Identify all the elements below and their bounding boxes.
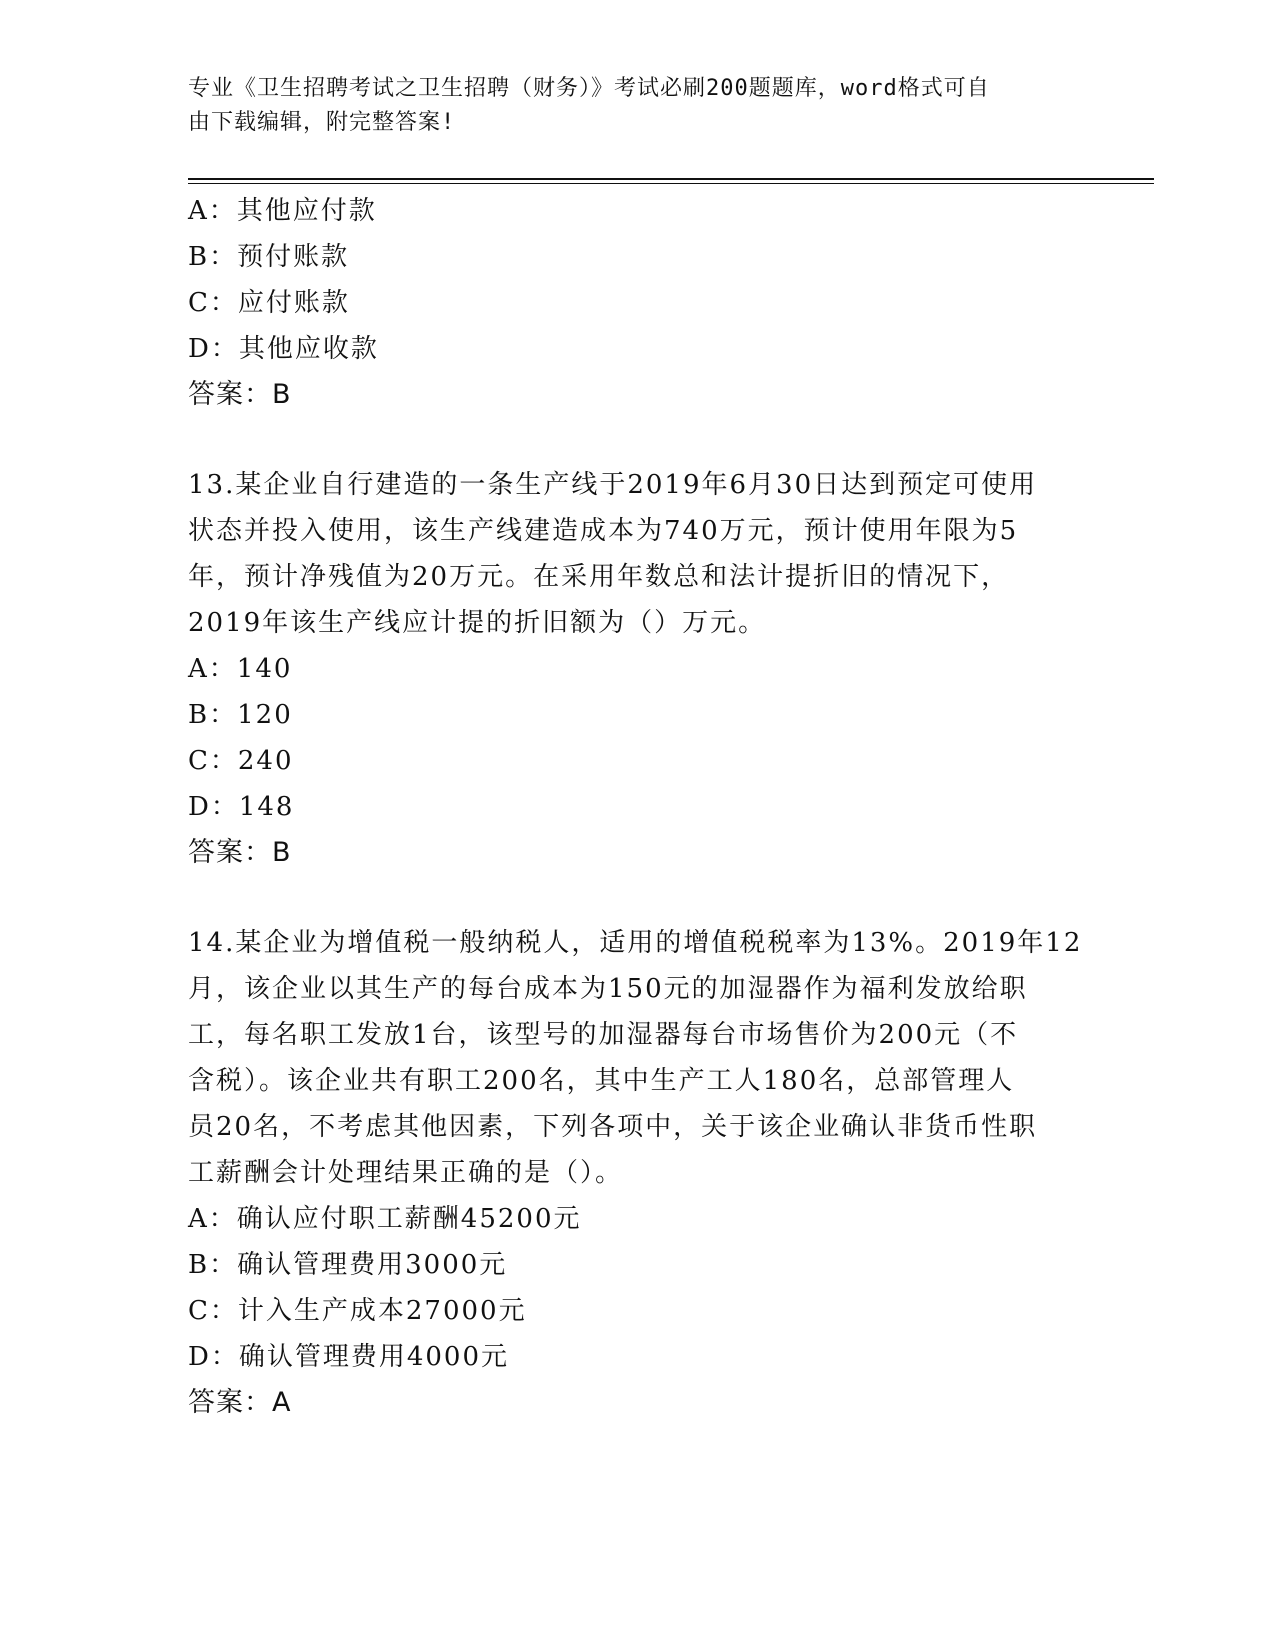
option-d: D：其他应收款 [188, 334, 379, 364]
option-b: B：确认管理费用3000元 [188, 1250, 508, 1280]
question-stem-line: 工薪酬会计处理结果正确的是（）。 [188, 1158, 624, 1188]
header-divider-thick [188, 178, 1154, 180]
spacer [188, 418, 1088, 462]
question-14 [188, 920, 1088, 1426]
question-12-tail [188, 188, 1088, 418]
header-line-1: 专业《卫生招聘考试之卫生招聘（财务）》考试必刷200题题库，word格式可自 [188, 76, 990, 101]
question-stem-line: 14.某企业为增值税一般纳税人，适用的增值税税率为13%。2019年12 [188, 928, 1083, 958]
header-line-2: 由下载编辑，附完整答案! [188, 110, 456, 135]
answer: 答案：B [188, 837, 292, 868]
option-c: C：应付账款 [188, 288, 350, 318]
option-d: D：确认管理费用4000元 [188, 1342, 510, 1372]
option-d: D：148 [188, 792, 295, 822]
question-content [188, 188, 1088, 1426]
spacer [188, 876, 1088, 920]
option-a: A：140 [188, 654, 293, 684]
option-c: C：计入生产成本27000元 [188, 1296, 527, 1326]
question-stem-line: 月，该企业以其生产的每台成本为150元的加湿器作为福利发放给职 [188, 974, 1028, 1004]
option-b: B：120 [188, 700, 293, 730]
question-13 [188, 462, 1088, 876]
question-stem-line: 年，预计净残值为20万元。在采用年数总和法计提折旧的情况下， [188, 562, 1010, 592]
question-stem-line: 13.某企业自行建造的一条生产线于2019年6月30日达到预定可使用 [188, 470, 1038, 500]
answer: 答案：A [188, 1387, 292, 1418]
document-header [188, 72, 1088, 140]
header-divider-thin [188, 183, 1154, 184]
question-stem-line: 状态并投入使用，该生产线建造成本为740万元，预计使用年限为5 [188, 516, 1019, 546]
option-b: B：预付账款 [188, 242, 350, 272]
question-stem-line: 员20名，不考虑其他因素，下列各项中，关于该企业确认非货币性职 [188, 1112, 1038, 1142]
option-a: A：确认应付职工薪酬45200元 [188, 1204, 582, 1234]
answer: 答案：B [188, 379, 292, 410]
question-stem-line: 含税）。该企业共有职工200名，其中生产工人180名，总部管理人 [188, 1066, 1015, 1096]
question-stem-line: 2019年该生产线应计提的折旧额为（）万元。 [188, 608, 767, 638]
option-a: A：其他应付款 [188, 196, 377, 226]
question-stem-line: 工，每名职工发放1台，该型号的加湿器每台市场售价为200元（不 [188, 1020, 1019, 1050]
option-c: C：240 [188, 746, 294, 776]
